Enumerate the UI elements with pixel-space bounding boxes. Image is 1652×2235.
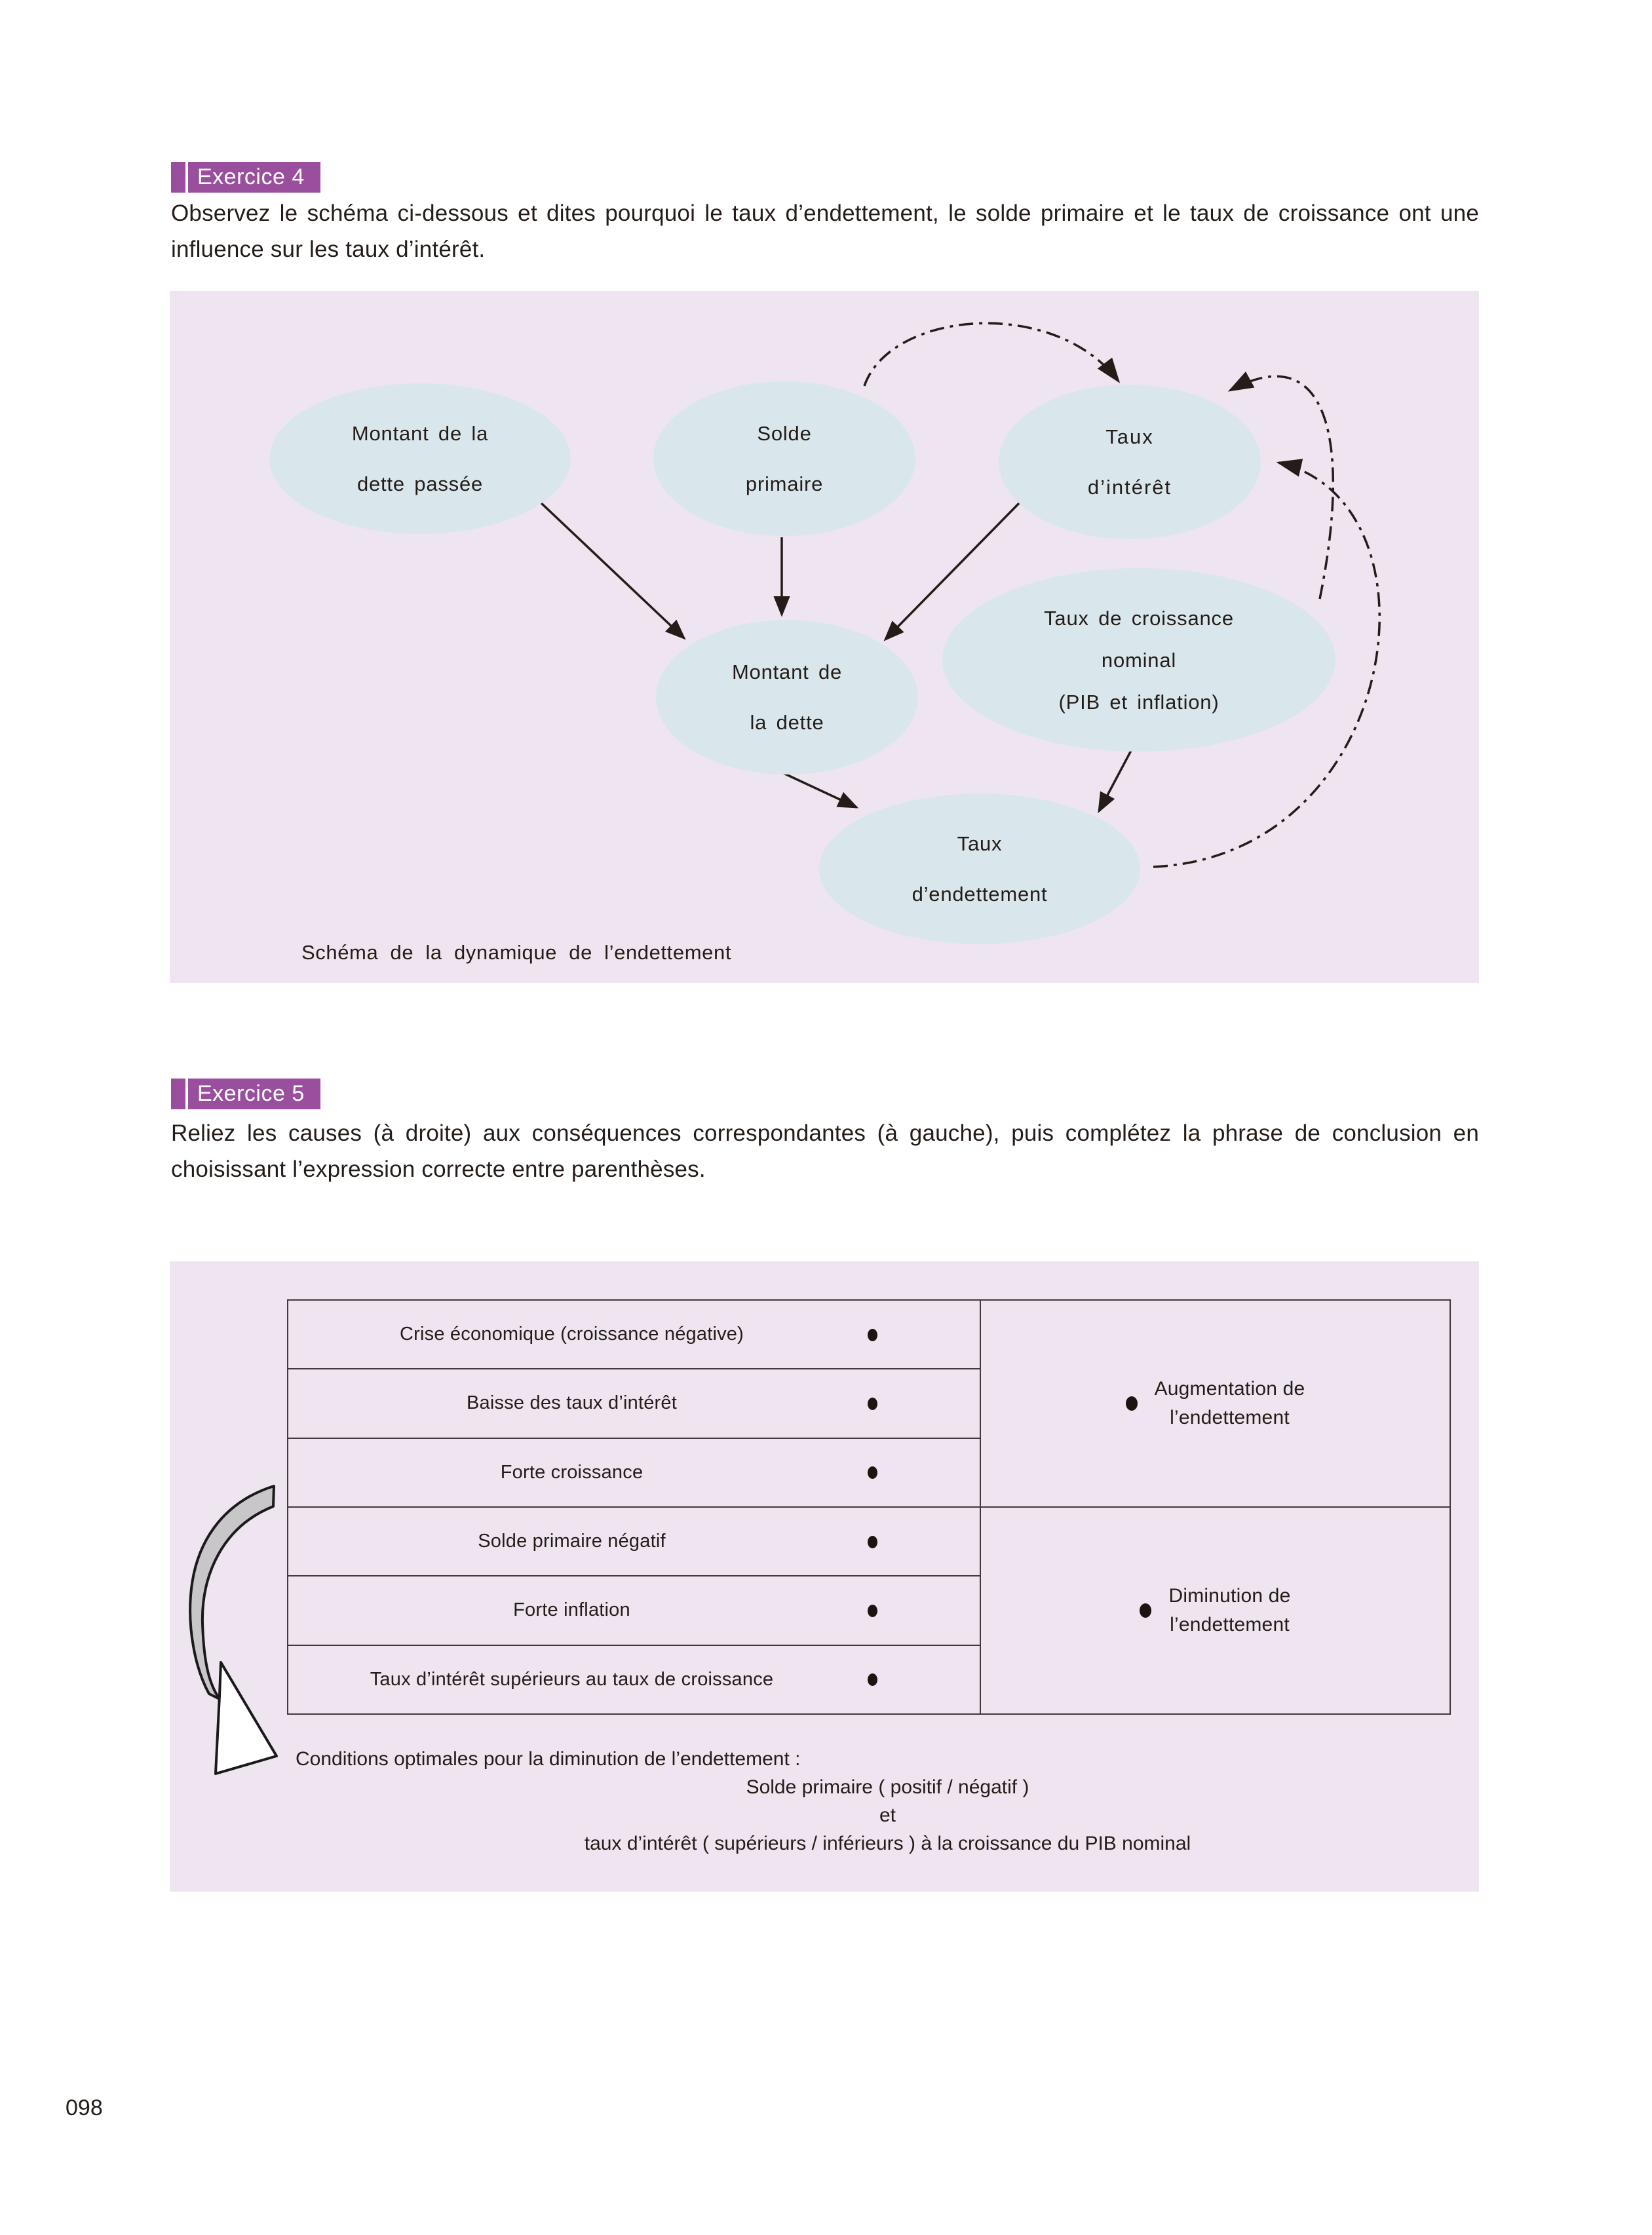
causes-column	[288, 1301, 981, 1713]
conclusion-line2: et	[879, 1805, 896, 1826]
diagram-node-solde-primaire: Solde primaire	[653, 381, 915, 536]
exercise5-badge	[171, 1079, 320, 1109]
cause-row: Crise économique (croissance négative)	[288, 1301, 980, 1369]
cause-connector-dot[interactable]	[868, 1536, 877, 1548]
arrow-croissance-to-taux-endettement	[1099, 747, 1133, 811]
dashed-arrow-solde-primaire-to-taux-interet	[864, 323, 1119, 386]
cause-row: Forte croissance	[288, 1439, 980, 1508]
cause-connector-dot[interactable]	[868, 1466, 877, 1479]
exercise4-badge-label: Exercice 4	[197, 164, 305, 189]
consequence-connector-dot[interactable]	[1126, 1396, 1138, 1411]
diagram-node-montant-dette-passee: Montant de la dette passée	[269, 383, 571, 534]
cause-row: Forte inflation	[288, 1576, 980, 1645]
hand-arrow-shaft	[190, 1486, 274, 1699]
conclusion-intro: Conditions optimales pour la diminution de l’endettement :	[296, 1748, 801, 1770]
consequence-connector-dot[interactable]	[1140, 1603, 1151, 1618]
exercise5-instructions: Reliez les causes (à droite) aux conséquences correspondantes (à gauche), puis complétez la phrase de conclusion en choisissant l’expression correcte entre parenthèses.	[171, 1120, 1479, 1182]
consequence-cell: Diminution de l’endettement	[981, 1508, 1450, 1713]
matching-table	[287, 1299, 1451, 1715]
cause-row: Baisse des taux d’intérêt	[288, 1369, 980, 1438]
hand-arrow-head	[216, 1662, 277, 1774]
diagram-caption: Schéma de la dynamique de l’endettement	[301, 941, 732, 964]
diagram-node-taux-endettement: Taux d’endettement	[819, 793, 1140, 944]
conclusion-line3: taux d’intérêt ( supérieurs / inférieurs ) à la croissance du PIB nominal	[584, 1833, 1191, 1854]
conclusion-line1: Solde primaire ( positif / négatif )	[746, 1776, 1029, 1798]
diagram-node-taux-interet: Taux d’intérêt	[999, 385, 1261, 539]
diagram-node-taux-croissance-nominal: Taux de croissance nominal (PIB et inflation)	[942, 568, 1335, 752]
exercise4-instructions: Observez le schéma ci-dessous et dites pourquoi le taux d’endettement, le solde primaire et le taux de croissance ont une influence sur les taux d’intérêt.	[171, 201, 1479, 262]
cause-connector-dot[interactable]	[868, 1673, 877, 1686]
exercise4-diagram-panel	[170, 291, 1479, 983]
consequences-column	[981, 1301, 1450, 1713]
page-number: 098	[66, 2095, 103, 2120]
cause-row: Solde primaire négatif	[288, 1508, 980, 1576]
cause-connector-dot[interactable]	[868, 1329, 877, 1341]
exercise5-panel	[170, 1261, 1479, 1892]
cause-connector-dot[interactable]	[868, 1398, 877, 1410]
cause-row: Taux d’intérêt supérieurs au taux de croissance	[288, 1646, 980, 1713]
exercise4-badge	[171, 162, 320, 193]
diagram-node-montant-dette: Montant de la dette	[656, 620, 918, 774]
badge-stripe	[185, 162, 188, 193]
conclusion-block	[296, 1745, 1480, 1858]
consequence-cell: Augmentation de l’endettement	[981, 1301, 1450, 1508]
exercise5-badge-label: Exercice 5	[197, 1081, 305, 1106]
arrow-montant-dette-to-taux-endettement	[778, 771, 856, 807]
arrow-dette-passee-to-montant-dette	[540, 502, 684, 638]
cause-connector-dot[interactable]	[868, 1605, 877, 1617]
badge-stripe	[185, 1079, 188, 1109]
